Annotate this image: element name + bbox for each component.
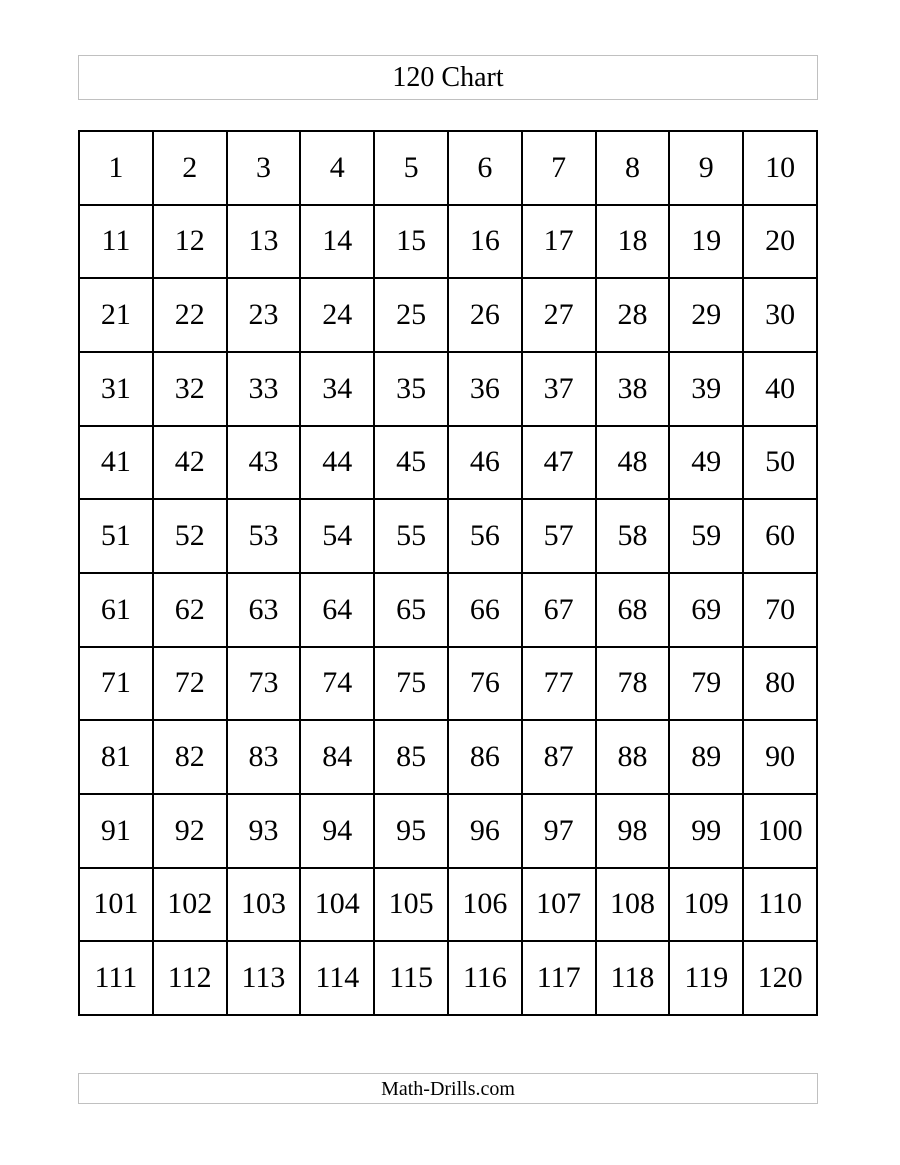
grid-row [79, 499, 817, 573]
grid-cell: 7 [522, 131, 596, 205]
grid-cell: 113 [227, 941, 301, 1015]
worksheet-title: 120 Chart [392, 61, 504, 93]
grid-row [79, 205, 817, 279]
grid-cell: 8 [596, 131, 670, 205]
grid-cell: 75 [374, 647, 448, 721]
grid-cell: 117 [522, 941, 596, 1015]
grid-cell: 1 [79, 131, 153, 205]
grid-cell: 25 [374, 278, 448, 352]
grid-cell: 73 [227, 647, 301, 721]
grid-cell: 60 [743, 499, 817, 573]
grid-cell: 24 [300, 278, 374, 352]
grid-cell: 30 [743, 278, 817, 352]
grid-cell: 37 [522, 352, 596, 426]
grid-cell: 46 [448, 426, 522, 500]
grid-cell: 101 [79, 868, 153, 942]
grid-cell: 31 [79, 352, 153, 426]
grid-cell: 79 [669, 647, 743, 721]
grid-cell: 84 [300, 720, 374, 794]
grid-cell: 78 [596, 647, 670, 721]
grid-cell: 85 [374, 720, 448, 794]
grid-cell: 92 [153, 794, 227, 868]
grid-cell: 34 [300, 352, 374, 426]
grid-cell: 44 [300, 426, 374, 500]
grid-cell: 51 [79, 499, 153, 573]
grid-cell: 111 [79, 941, 153, 1015]
grid-cell: 59 [669, 499, 743, 573]
grid-cell: 69 [669, 573, 743, 647]
grid-cell: 120 [743, 941, 817, 1015]
grid-cell: 80 [743, 647, 817, 721]
grid-cell: 77 [522, 647, 596, 721]
grid-cell: 52 [153, 499, 227, 573]
grid-cell: 100 [743, 794, 817, 868]
grid-cell: 83 [227, 720, 301, 794]
grid-cell: 61 [79, 573, 153, 647]
grid-cell: 88 [596, 720, 670, 794]
footer-box [78, 1073, 818, 1104]
grid-cell: 23 [227, 278, 301, 352]
grid-row [79, 941, 817, 1015]
grid-cell: 89 [669, 720, 743, 794]
grid-cell: 4 [300, 131, 374, 205]
grid-cell: 64 [300, 573, 374, 647]
grid-cell: 66 [448, 573, 522, 647]
grid-cell: 62 [153, 573, 227, 647]
grid-row [79, 131, 817, 205]
grid-cell: 95 [374, 794, 448, 868]
grid-cell: 3 [227, 131, 301, 205]
grid-cell: 42 [153, 426, 227, 500]
grid-cell: 14 [300, 205, 374, 279]
grid-cell: 82 [153, 720, 227, 794]
grid-cell: 56 [448, 499, 522, 573]
grid-cell: 38 [596, 352, 670, 426]
grid-cell: 40 [743, 352, 817, 426]
grid-cell: 16 [448, 205, 522, 279]
grid-cell: 90 [743, 720, 817, 794]
grid-cell: 110 [743, 868, 817, 942]
grid-cell: 115 [374, 941, 448, 1015]
grid-row [79, 647, 817, 721]
grid-cell: 97 [522, 794, 596, 868]
grid-cell: 93 [227, 794, 301, 868]
footer-text: Math-Drills.com [381, 1077, 515, 1100]
grid-cell: 49 [669, 426, 743, 500]
grid-cell: 102 [153, 868, 227, 942]
grid-cell: 74 [300, 647, 374, 721]
grid-cell: 27 [522, 278, 596, 352]
title-box [78, 55, 818, 100]
grid-row [79, 720, 817, 794]
grid-cell: 33 [227, 352, 301, 426]
grid-cell: 86 [448, 720, 522, 794]
grid-cell: 67 [522, 573, 596, 647]
grid-cell: 12 [153, 205, 227, 279]
grid-cell: 21 [79, 278, 153, 352]
grid-cell: 68 [596, 573, 670, 647]
grid-cell: 58 [596, 499, 670, 573]
grid-cell: 91 [79, 794, 153, 868]
grid-cell: 57 [522, 499, 596, 573]
grid-cell: 112 [153, 941, 227, 1015]
grid-cell: 43 [227, 426, 301, 500]
grid-cell: 98 [596, 794, 670, 868]
grid-cell: 17 [522, 205, 596, 279]
grid-cell: 26 [448, 278, 522, 352]
grid-cell: 63 [227, 573, 301, 647]
grid-row [79, 573, 817, 647]
grid-cell: 105 [374, 868, 448, 942]
grid-cell: 70 [743, 573, 817, 647]
number-grid-body [79, 131, 817, 1015]
grid-row [79, 794, 817, 868]
grid-cell: 29 [669, 278, 743, 352]
grid-cell: 81 [79, 720, 153, 794]
grid-cell: 22 [153, 278, 227, 352]
grid-cell: 11 [79, 205, 153, 279]
grid-cell: 109 [669, 868, 743, 942]
grid-cell: 94 [300, 794, 374, 868]
grid-cell: 118 [596, 941, 670, 1015]
grid-cell: 28 [596, 278, 670, 352]
grid-cell: 71 [79, 647, 153, 721]
grid-cell: 39 [669, 352, 743, 426]
grid-cell: 108 [596, 868, 670, 942]
grid-cell: 47 [522, 426, 596, 500]
grid-cell: 50 [743, 426, 817, 500]
grid-cell: 87 [522, 720, 596, 794]
grid-cell: 103 [227, 868, 301, 942]
grid-cell: 10 [743, 131, 817, 205]
grid-cell: 119 [669, 941, 743, 1015]
grid-cell: 55 [374, 499, 448, 573]
grid-cell: 76 [448, 647, 522, 721]
grid-cell: 6 [448, 131, 522, 205]
grid-cell: 65 [374, 573, 448, 647]
grid-cell: 96 [448, 794, 522, 868]
grid-row [79, 426, 817, 500]
grid-cell: 53 [227, 499, 301, 573]
grid-cell: 45 [374, 426, 448, 500]
grid-cell: 107 [522, 868, 596, 942]
grid-cell: 2 [153, 131, 227, 205]
grid-cell: 35 [374, 352, 448, 426]
grid-cell: 48 [596, 426, 670, 500]
grid-cell: 72 [153, 647, 227, 721]
grid-cell: 106 [448, 868, 522, 942]
grid-cell: 32 [153, 352, 227, 426]
grid-cell: 116 [448, 941, 522, 1015]
grid-cell: 20 [743, 205, 817, 279]
grid-cell: 114 [300, 941, 374, 1015]
grid-cell: 15 [374, 205, 448, 279]
grid-row [79, 278, 817, 352]
number-grid [78, 130, 818, 1016]
grid-cell: 13 [227, 205, 301, 279]
grid-cell: 104 [300, 868, 374, 942]
grid-cell: 5 [374, 131, 448, 205]
grid-row [79, 868, 817, 942]
grid-cell: 99 [669, 794, 743, 868]
grid-cell: 41 [79, 426, 153, 500]
grid-cell: 19 [669, 205, 743, 279]
grid-cell: 36 [448, 352, 522, 426]
grid-cell: 9 [669, 131, 743, 205]
grid-cell: 54 [300, 499, 374, 573]
grid-row [79, 352, 817, 426]
grid-cell: 18 [596, 205, 670, 279]
